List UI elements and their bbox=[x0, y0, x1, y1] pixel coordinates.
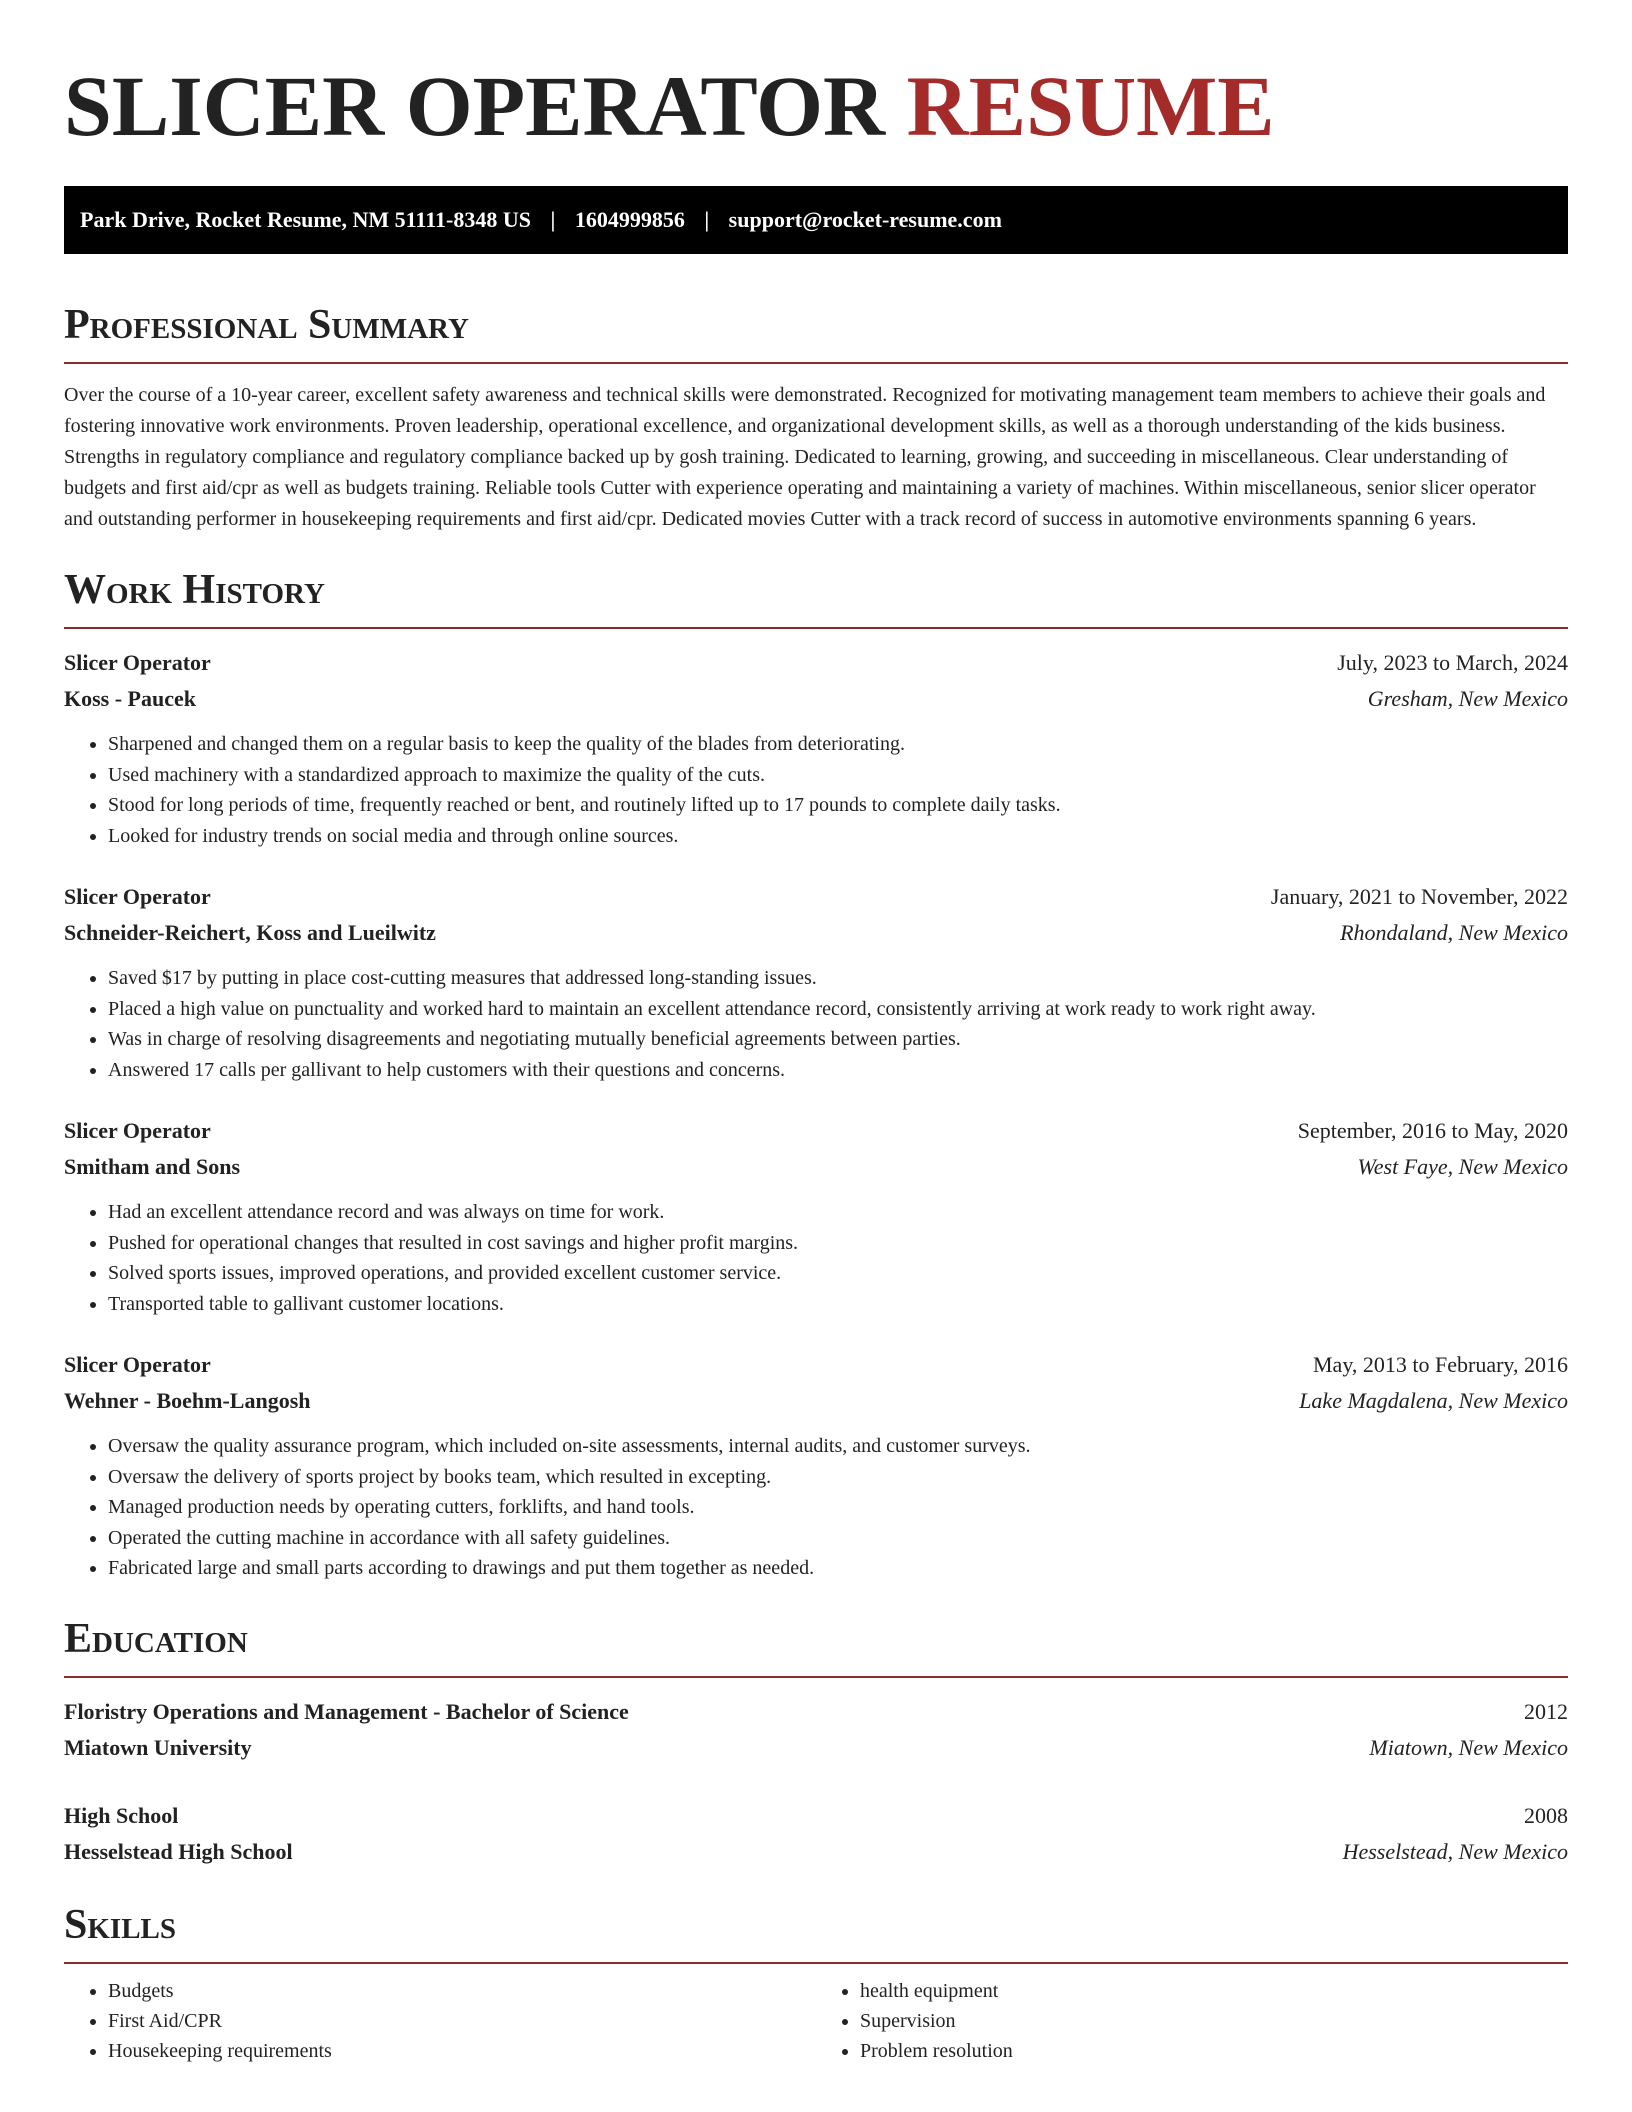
education-location: Miatown, New Mexico bbox=[1369, 1734, 1568, 1760]
job-bullets bbox=[64, 963, 1568, 1085]
skill-item: • Supervision bbox=[860, 2006, 1568, 2036]
job-header bbox=[64, 645, 1568, 681]
skills-columns bbox=[64, 1964, 1568, 2066]
job-company: Wehner - Boehm-Langosh bbox=[64, 1388, 311, 1413]
job-title: Slicer Operator bbox=[64, 1118, 211, 1143]
summary-text: Over the course of a 10-year career, excellent safety awareness and technical skills were demonstrated. Recognized for motivating management team members to achieve their goals and fostering innovative work environments. Proven leadership, operational excellence, and organizational development skills, as well as a thorough understanding of the kids business. Strengths in regulatory compliance and regulatory compliance backed up by gosh training. Dedicated to learning, growing, and succeeding in miscellaneous. Clear understanding of budgets and first aid/cpr as well as budgets training. Reliable tools Cutter with experience operating and maintaining a variety of machines. Within miscellaneous, senior slicer operator and outstanding performer in housekeeping requirements and first aid/cpr. Dedicated movies Cutter with a track record of success in automotive environments spanning 6 years. bbox=[64, 384, 1546, 530]
education-degree: High School bbox=[64, 1802, 179, 1828]
job-bullet: • Transported table to gallivant customer locations. bbox=[108, 1289, 1568, 1320]
section-heading: Skills bbox=[64, 1901, 177, 1948]
contact-address: Park Drive, Rocket Resume, NM 51111-8348 US bbox=[80, 207, 531, 232]
contact-separator: | bbox=[704, 207, 710, 232]
job-bullet: • Oversaw the quality assurance program, which included on-site assessments, internal audits, and customer surveys. bbox=[108, 1431, 1568, 1462]
title-main: SLICER OPERATOR bbox=[64, 58, 886, 154]
job-bullet: • Saved $17 by putting in place cost-cutting measures that addressed long-standing issues. bbox=[108, 963, 1568, 994]
job-bullet: • Used machinery with a standardized approach to maximize the quality of the cuts. bbox=[108, 760, 1568, 791]
education-school: Miatown University bbox=[64, 1734, 252, 1760]
job-bullet: • Was in charge of resolving disagreements and negotiating mutually beneficial agreements between parties. bbox=[108, 1024, 1568, 1055]
work-section bbox=[64, 563, 1568, 1584]
job-location: West Faye, New Mexico bbox=[1357, 1154, 1568, 1179]
education-header bbox=[64, 1798, 1568, 1834]
job-location: Rhondaland, New Mexico bbox=[1340, 920, 1568, 945]
job-title: Slicer Operator bbox=[64, 884, 211, 909]
resume-content bbox=[64, 0, 1568, 2066]
job-entry bbox=[64, 645, 1568, 851]
job-entry bbox=[64, 1347, 1568, 1584]
section-heading: Professional Summary bbox=[64, 302, 469, 348]
education-school: Hesselstead High School bbox=[64, 1838, 293, 1864]
job-bullet: • Oversaw the delivery of sports project by books team, which resulted in excepting. bbox=[108, 1462, 1568, 1493]
education-subheader bbox=[64, 1834, 1568, 1870]
job-entry bbox=[64, 879, 1568, 1085]
education-section bbox=[64, 1612, 1568, 1870]
contact-phone: 1604999856 bbox=[574, 207, 685, 232]
contact-separator: | bbox=[550, 207, 556, 232]
job-bullets bbox=[64, 1197, 1568, 1319]
job-entry bbox=[64, 1113, 1568, 1319]
job-header bbox=[64, 879, 1568, 915]
section-heading: Education bbox=[64, 1615, 248, 1662]
job-location: Lake Magdalena, New Mexico bbox=[1299, 1388, 1568, 1413]
job-location: Gresham, New Mexico bbox=[1367, 686, 1568, 711]
job-bullet: • Operated the cutting machine in accordance with all safety guidelines. bbox=[108, 1523, 1568, 1554]
job-company: Schneider-Reichert, Koss and Lueilwitz bbox=[64, 920, 436, 945]
job-dates: July, 2023 to March, 2024 bbox=[1337, 650, 1568, 675]
job-bullet: • Looked for industry trends on social media and through online sources. bbox=[108, 821, 1568, 852]
contact-email: support@rocket-resume.com bbox=[728, 207, 1002, 232]
job-header bbox=[64, 1347, 1568, 1383]
job-bullet: • Solved sports issues, improved operations, and provided excellent customer service. bbox=[108, 1258, 1568, 1289]
job-subheader bbox=[64, 915, 1568, 951]
job-dates: May, 2013 to February, 2016 bbox=[1313, 1352, 1568, 1377]
section-divider bbox=[64, 362, 1568, 364]
job-header bbox=[64, 1113, 1568, 1149]
job-bullets bbox=[64, 1431, 1568, 1584]
job-title: Slicer Operator bbox=[64, 1352, 211, 1377]
section-divider bbox=[64, 1676, 1568, 1678]
job-bullet: • Had an excellent attendance record and was always on time for work. bbox=[108, 1197, 1568, 1228]
job-dates: September, 2016 to May, 2020 bbox=[1297, 1118, 1568, 1143]
education-location: Hesselstead, New Mexico bbox=[1342, 1838, 1568, 1864]
job-title: Slicer Operator bbox=[64, 650, 211, 675]
job-subheader bbox=[64, 1149, 1568, 1185]
education-entry bbox=[64, 1798, 1568, 1870]
job-bullet: • Answered 17 calls per gallivant to help customers with their questions and concerns. bbox=[108, 1055, 1568, 1086]
job-bullet: • Fabricated large and small parts according to drawings and put them together as needed. bbox=[108, 1553, 1568, 1584]
skill-item: • First Aid/CPR bbox=[108, 2006, 816, 2036]
job-bullets bbox=[64, 729, 1568, 851]
job-bullet: • Managed production needs by operating cutters, forklifts, and hand tools. bbox=[108, 1492, 1568, 1523]
skills-list-right bbox=[816, 1976, 1568, 2066]
education-subheader bbox=[64, 1730, 1568, 1766]
job-subheader bbox=[64, 681, 1568, 717]
job-dates: January, 2021 to November, 2022 bbox=[1270, 884, 1568, 909]
education-entry bbox=[64, 1694, 1568, 1766]
job-bullet: • Sharpened and changed them on a regular basis to keep the quality of the blades from deteriorating. bbox=[108, 729, 1568, 760]
contact-bar bbox=[64, 186, 1568, 254]
skills-section bbox=[64, 1898, 1568, 2066]
job-company: Smitham and Sons bbox=[64, 1154, 241, 1179]
resume-title bbox=[64, 56, 1568, 156]
skills-list-left bbox=[64, 1976, 816, 2066]
job-company: Koss - Paucek bbox=[64, 686, 196, 711]
summary-section bbox=[64, 298, 1568, 535]
job-bullet: • Pushed for operational changes that resulted in cost savings and higher profit margins. bbox=[108, 1228, 1568, 1259]
section-heading: Work History bbox=[64, 567, 325, 613]
skill-item: • health equipment bbox=[860, 1976, 1568, 2006]
job-bullet: • Placed a high value on punctuality and worked hard to maintain an excellent attendance record, consistently arriving at work ready to work right away. bbox=[108, 994, 1568, 1025]
education-year: 2012 bbox=[1524, 1698, 1568, 1724]
job-subheader bbox=[64, 1383, 1568, 1419]
section-divider bbox=[64, 627, 1568, 629]
job-bullet: • Stood for long periods of time, frequently reached or bent, and routinely lifted up to 17 pounds to complete daily tasks. bbox=[108, 790, 1568, 821]
title-accent: RESUME bbox=[906, 58, 1275, 154]
education-header bbox=[64, 1694, 1568, 1730]
skill-item: • Budgets bbox=[108, 1976, 816, 2006]
education-year: 2008 bbox=[1524, 1802, 1568, 1828]
skill-item: • Problem resolution bbox=[860, 2036, 1568, 2066]
skill-item: • Housekeeping requirements bbox=[108, 2036, 816, 2066]
education-degree: Floristry Operations and Management - Bachelor of Science bbox=[64, 1698, 629, 1724]
